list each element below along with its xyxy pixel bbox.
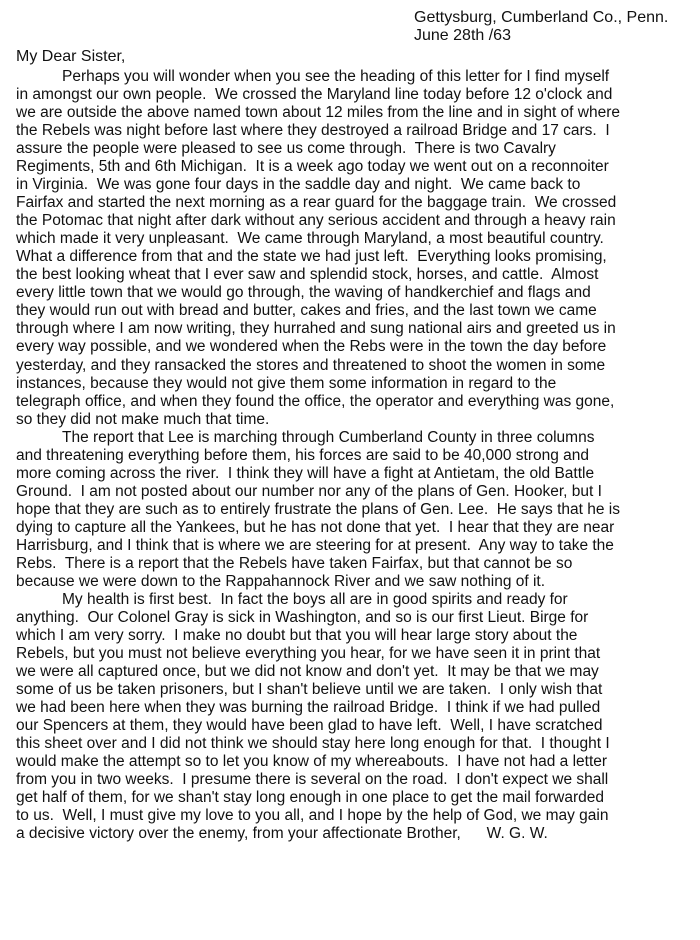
heading-date: June 28th /63 (414, 27, 511, 44)
letter-line: in Virginia. We was gone four days in the saddle day and night. We came back to (16, 176, 581, 194)
letter-line: every little town that we would go through, the waving of handkerchief and flags and (16, 284, 591, 302)
letter-line: our Spencers at them, they would have been glad to have left. Well, I have scratched (16, 717, 603, 735)
letter-line: Rebels, but you must not believe everything you hear, for we have seen it in print that (16, 645, 601, 662)
letter-line: yesterday, and they ransacked the stores and threatened to shoot the women in some (16, 356, 606, 374)
letter-line: Harrisburg, and I think that is where we are steering for at present. Any way to take the (16, 536, 614, 554)
letter-line: to us. Well, I must give my love to you all, and I hope by the help of God, we may gain (16, 807, 609, 825)
letter-line: get half of them, for we shan't stay long enough in one place to get the mail forwarded (16, 789, 605, 807)
letter-line: some of us be taken prisoners, but I shan't believe until we are taken. I only wish that (16, 681, 603, 699)
letter-line: Rebs. There is a report that the Rebels have taken Fairfax, but that cannot be so (16, 554, 573, 572)
letter-line: The report that Lee is marching through Cumberland County in three columns (62, 428, 595, 446)
letter-line: Ground. I am not posted about our number nor any of the plans of Gen. Hooker, but I (16, 482, 602, 500)
letter-body (16, 68, 700, 843)
letter-line: anything. Our Colonel Gray is sick in Washington, and so is our first Lieut. Birge for (16, 608, 589, 626)
letter-line: Fairfax and started the next morning as a rear guard for the baggage train. We crossed (16, 194, 617, 212)
letter-line: dying to capture all the Yankees, but he has not done that yet. I hear that they are near (16, 518, 615, 536)
letter-line: a decisive victory over the enemy, from your affectionate Brother, W. G. W. (16, 825, 548, 843)
letter-line: the best looking wheat that I ever saw and splendid stock, horses, and cattle. Almost (16, 266, 599, 284)
letter-line: would make the attempt so to let you know of my whereabouts. I have not had a letter (16, 753, 608, 771)
letter-line: What a difference from that and the state we had just left. Everything looks promising, (16, 248, 607, 266)
letter-line: My health is first best. In fact the boys all are in good spirits and ready for (62, 590, 568, 608)
letter-line: so they did not make much that time. (16, 410, 270, 428)
letter-line: we had been here when they was burning the railroad Bridge. I think if we had pulled (16, 699, 601, 717)
letter-line: which I am very sorry. I make no doubt but that you will hear large story about the (16, 626, 578, 644)
letter-line: the Potomac that night after dark without any serious accident and through a heavy rain (16, 212, 616, 230)
letter-line: we were all captured once, but we did not know and don't yet. It may be that we may (16, 663, 599, 681)
letter-line: more coming across the river. I think they will have a fight at Antietam, the old Battle (16, 464, 595, 482)
letter-line: this sheet over and I did not think we should stay here long enough for that. I thought I (16, 735, 610, 753)
letter-line: the Rebels was night before last where they destroyed a railroad Bridge and 17 cars. I (16, 122, 610, 140)
letter-line: Perhaps you will wonder when you see the heading of this letter for I find myself (62, 68, 610, 85)
letter-line: which made it very unpleasant. We came through Maryland, a most beautiful country. (16, 230, 604, 248)
letter-line: in amongst our own people. We crossed the Maryland line today before 12 o'clock and (16, 86, 613, 104)
letter-line: we are outside the above named town about 12 miles from the line and in sight of where (16, 104, 621, 122)
heading-place: Gettysburg, Cumberland Co., Penn. (414, 9, 669, 26)
letter-line: and threatening everything before them, his forces are said to be 40,000 strong and (16, 446, 590, 464)
letter-line: hope that they are such as to entirely frustrate the plans of Gen. Lee. He says that he is (16, 500, 620, 518)
letter-heading (414, 9, 668, 45)
letter-line: because we were down to the Rappahannock River and we saw nothing of it. (16, 572, 546, 590)
letter-line: from you in two weeks. I presume there is several on the road. I don't expect we shall (16, 771, 609, 789)
letter-line: assure the people were pleased to see us come through. There is two Cavalry (16, 140, 556, 158)
letter-line: through where I am now writing, they hurrahed and sung national airs and greeted us in (16, 320, 616, 338)
letter-line: telegraph office, and when they found the office, the operator and everything was gone, (16, 392, 615, 410)
salutation: My Dear Sister, (16, 48, 126, 65)
letter-line: every way possible, and we wondered when the Rebs were in the town the day before (16, 338, 607, 356)
letter-line: instances, because they would not give them some information in regard to the (16, 374, 557, 392)
letter-line: Regiments, 5th and 6th Michigan. It is a week ago today we went out on a reconnoiter (16, 158, 609, 176)
letter-line: they would run out with bread and butter, cakes and fries, and the last town we came (16, 302, 597, 320)
